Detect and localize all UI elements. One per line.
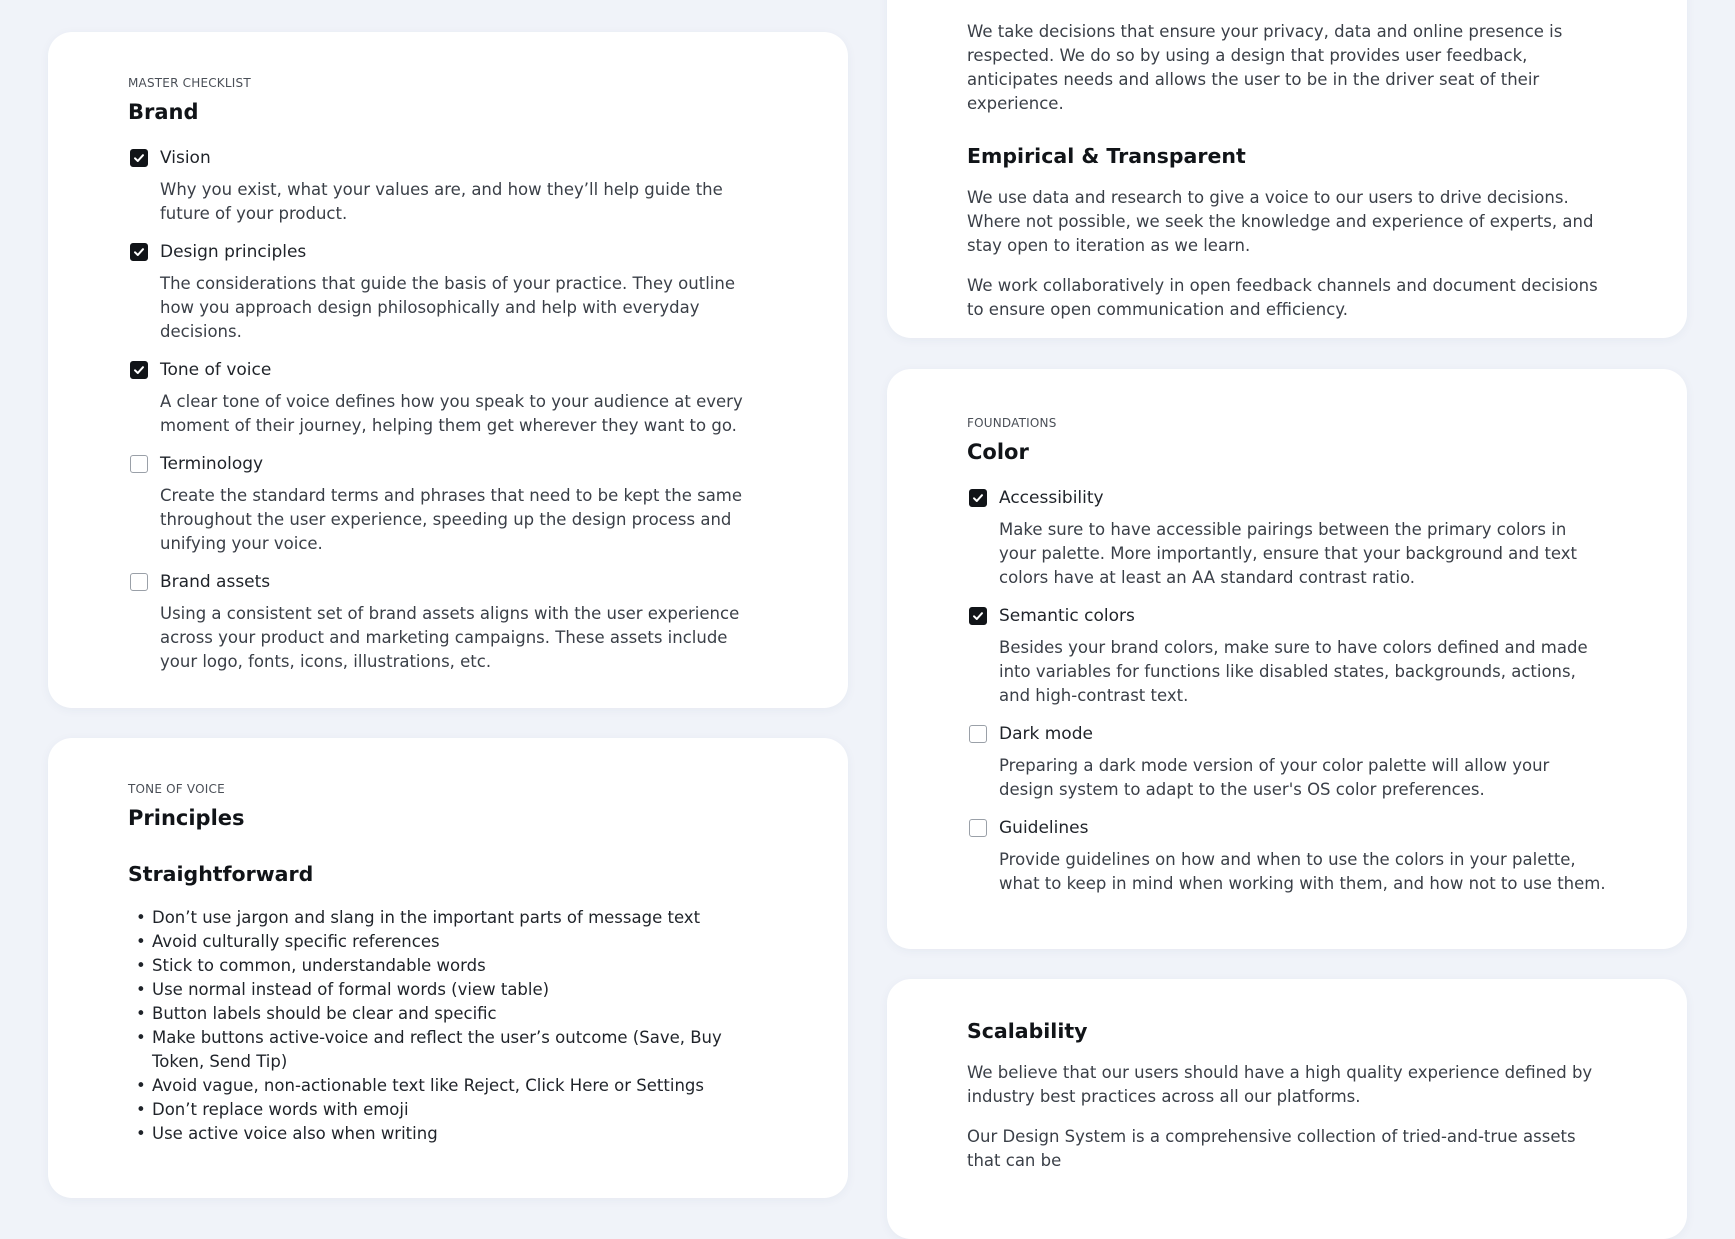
checklist-item-head xyxy=(128,358,768,382)
checklist-item-brand-assets xyxy=(128,570,768,674)
checklist-item-description: A clear tone of voice defines how you speak to your audience at every moment of their journey, helping them get wherever they want to go. xyxy=(160,392,743,435)
checklist-item-head xyxy=(128,452,768,476)
checkbox[interactable] xyxy=(969,489,987,507)
checklist-item-label: Semantic colors xyxy=(999,606,1135,626)
checklist-item-head xyxy=(967,722,1607,746)
checklist-item-label: Brand assets xyxy=(160,572,271,592)
checkbox[interactable] xyxy=(969,819,987,837)
checkbox[interactable] xyxy=(130,243,148,261)
section-heading: Scalability xyxy=(967,1019,1088,1043)
section-heading: Straightforward xyxy=(128,862,314,886)
checklist-item-description: Using a consistent set of brand assets aligns with the user experience across your product and marketing campaigns. These assets include your logo, fonts, icons, illustrations, etc. xyxy=(160,604,740,671)
checkmark-icon xyxy=(133,364,145,376)
checkmark-icon xyxy=(133,152,145,164)
checklist-item-semantic-colors xyxy=(967,604,1607,708)
values-card xyxy=(887,0,1687,338)
checklist-item-head xyxy=(128,240,768,264)
checklist-item-label: Design principles xyxy=(160,242,307,262)
paragraph: We work collaboratively in open feedback channels and document decisions to ensure open communication and efficiency. xyxy=(967,276,1598,319)
brand-checklist-card xyxy=(48,32,848,708)
list-item: • Button labels should be clear and specific xyxy=(151,1002,768,1026)
card-title: Brand xyxy=(128,100,199,124)
checklist-item-dark-mode xyxy=(967,722,1607,802)
checkbox[interactable] xyxy=(130,455,148,473)
card-eyebrow: FOUNDATIONS xyxy=(967,416,1057,430)
card-title: Principles xyxy=(128,806,245,830)
checklist-item-label: Dark mode xyxy=(999,724,1093,744)
checklist-item-label: Accessibility xyxy=(999,488,1104,508)
list-item: • Use normal instead of formal words (view table) xyxy=(151,978,768,1002)
checkbox[interactable] xyxy=(130,573,148,591)
color-checklist-card xyxy=(887,369,1687,949)
checklist-item-label: Guidelines xyxy=(999,818,1089,838)
list-item: • Don’t replace words with emoji xyxy=(151,1098,768,1122)
checklist-item-label: Vision xyxy=(160,148,211,168)
paragraph: We believe that our users should have a high quality experience defined by industry best practices across all our platforms. xyxy=(967,1063,1593,1106)
list-item: • Don’t use jargon and slang in the important parts of message text xyxy=(151,906,768,930)
principles-list xyxy=(128,906,768,1146)
checklist-item-terminology xyxy=(128,452,768,556)
checklist-item-vision xyxy=(128,146,768,226)
checklist-item-head xyxy=(128,570,768,594)
card-title: Color xyxy=(967,440,1029,464)
checklist-item-label: Terminology xyxy=(160,454,264,474)
checklist-item-description: Why you exist, what your values are, and how they’ll help guide the future of your product. xyxy=(160,180,723,223)
checklist-item-head xyxy=(128,146,768,170)
checklist-item-description: Provide guidelines on how and when to use the colors in your palette, what to keep in mind when working with them, and how not to use them. xyxy=(999,850,1606,893)
checkbox[interactable] xyxy=(969,725,987,743)
checkmark-icon xyxy=(972,492,984,504)
paragraph: Our Design System is a comprehensive collection of tried-and-true assets that can be xyxy=(967,1127,1576,1170)
section-heading: Empirical & Transparent xyxy=(967,144,1246,168)
checklist-item-design-principles xyxy=(128,240,768,344)
principles-card xyxy=(48,738,848,1198)
card-eyebrow: TONE OF VOICE xyxy=(128,782,225,796)
checklist-item-label: Tone of voice xyxy=(160,360,272,380)
scalability-card xyxy=(887,979,1687,1239)
list-item: • Avoid vague, non-actionable text like Reject, Click Here or Settings xyxy=(151,1074,768,1098)
checklist-item-head xyxy=(967,604,1607,628)
checkbox[interactable] xyxy=(130,361,148,379)
paragraph: We use data and research to give a voice to our users to drive decisions. Where not possible, we seek the knowledge and experience of experts, and stay open to iteration as we learn. xyxy=(967,188,1594,255)
checklist-item-head xyxy=(967,816,1607,840)
checklist-item-head xyxy=(967,486,1607,510)
checklist-item-accessibility xyxy=(967,486,1607,590)
checkbox[interactable] xyxy=(130,149,148,167)
checklist-item-tone-of-voice xyxy=(128,358,768,438)
list-item: • Avoid culturally specific references xyxy=(151,930,768,954)
list-item: • Make buttons active-voice and reflect the user’s outcome (Save, Buy Token, Send Tip) xyxy=(151,1026,768,1074)
checklist-item-description: Preparing a dark mode version of your color palette will allow your design system to adapt to the user's OS color preferences. xyxy=(999,756,1550,799)
values-intro: We take decisions that ensure your privacy, data and online presence is respected. We do so by using a design that provides user feedback, anticipates needs and allows the user to be in the driver seat of their experience. xyxy=(967,22,1563,113)
checklist-item-description: The considerations that guide the basis of your practice. They outline how you approach design philosophically and help with everyday decisions. xyxy=(160,274,735,341)
checklist-item-description: Create the standard terms and phrases that need to be kept the same throughout the user experience, speeding up the design process and unifying your voice. xyxy=(160,486,743,553)
checklist-item-description: Besides your brand colors, make sure to have colors defined and made into variables for functions like disabled states, backgrounds, actions, and high-contrast text. xyxy=(999,638,1588,705)
checkbox[interactable] xyxy=(969,607,987,625)
list-item: • Use active voice also when writing xyxy=(151,1122,768,1146)
card-eyebrow: MASTER CHECKLIST xyxy=(128,76,251,90)
list-item: • Stick to common, understandable words xyxy=(151,954,768,978)
checkmark-icon xyxy=(133,246,145,258)
checklist-item-description: Make sure to have accessible pairings between the primary colors in your palette. More importantly, ensure that your background and text colors have at least an AA standard contrast ratio. xyxy=(999,520,1578,587)
checkmark-icon xyxy=(972,610,984,622)
checklist-item-guidelines xyxy=(967,816,1607,896)
